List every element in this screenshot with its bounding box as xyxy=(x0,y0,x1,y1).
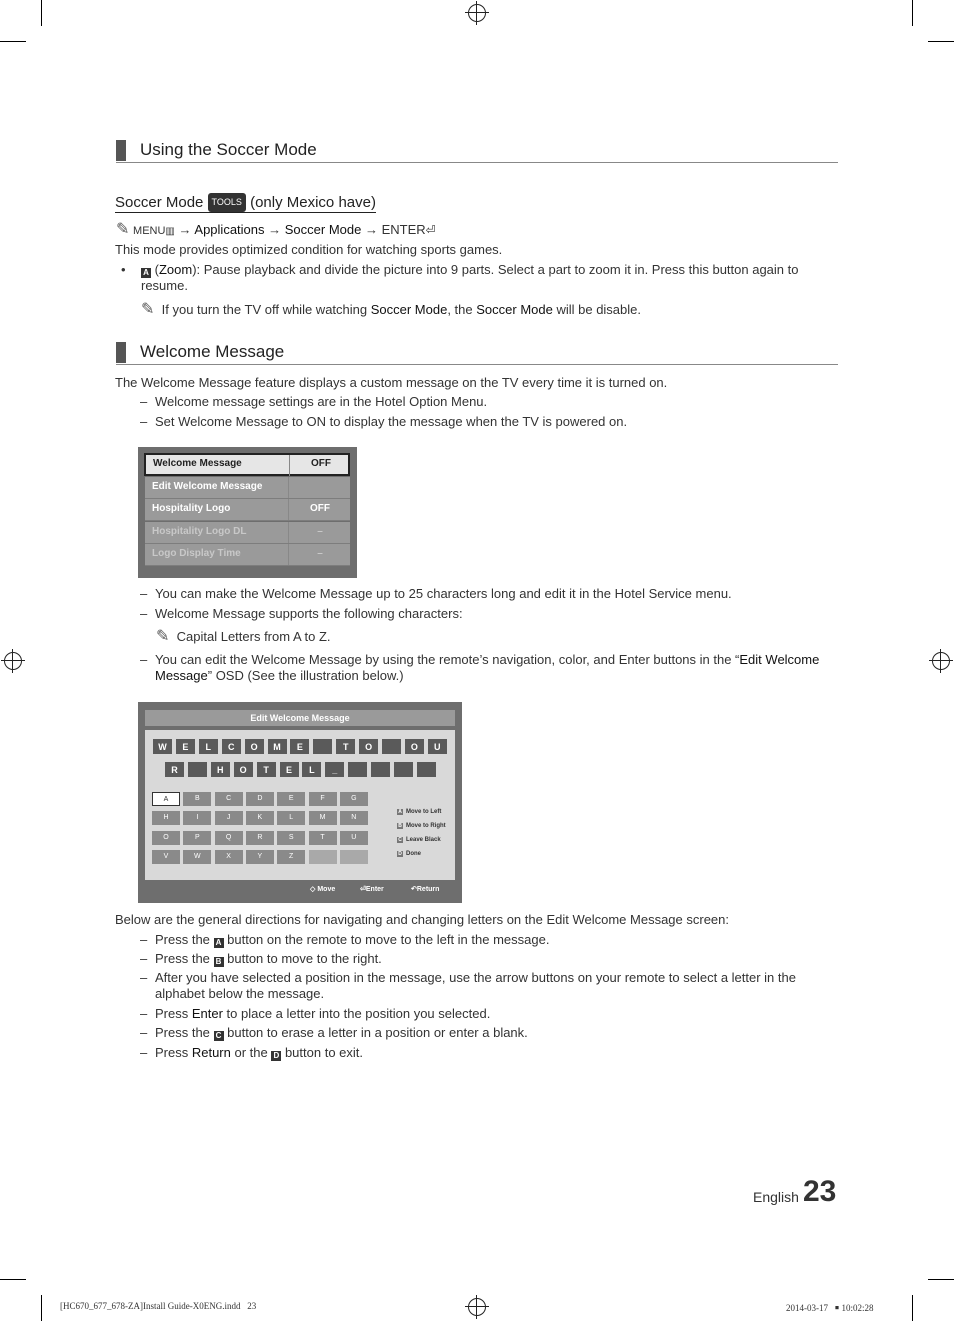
direction-bold: Return xyxy=(191,1045,231,1060)
registration-mark-icon xyxy=(932,652,950,670)
message-cell: T xyxy=(335,738,356,755)
c-button-icon: C xyxy=(214,1031,224,1041)
alphabet-key: C xyxy=(215,792,243,806)
crop-mark xyxy=(912,1295,913,1321)
welcome-dash1: Welcome message settings are in the Hotel Option Menu. xyxy=(155,394,488,409)
alphabet-key: Y xyxy=(246,850,274,864)
d-button-icon: D xyxy=(271,1051,281,1061)
paren: ( xyxy=(154,262,159,277)
message-cell: _ xyxy=(324,761,345,778)
alphabet-key xyxy=(309,850,337,864)
section-title: Using the Soccer Mode xyxy=(140,140,317,159)
alphabet-key: L xyxy=(277,811,305,825)
legend-item xyxy=(397,809,441,815)
alphabet-key: X xyxy=(215,850,243,864)
footer-enter xyxy=(360,885,384,893)
arrow: → xyxy=(364,222,378,237)
osd-separator xyxy=(288,544,289,565)
d-button-icon: D xyxy=(398,851,402,857)
osd-row-label: Welcome Message xyxy=(153,458,242,469)
footer-return xyxy=(411,885,439,893)
osd-separator xyxy=(288,499,289,520)
message-cell: L xyxy=(198,738,219,755)
direction-text: or the xyxy=(230,1045,272,1060)
direction-3: After you have selected a position in the message, use the arrow buttons on your remote to select a letter in the alphabet below the message. xyxy=(155,970,796,1001)
page-number: 23 xyxy=(803,1175,837,1208)
osd-separator xyxy=(289,455,290,476)
osd-row xyxy=(145,544,350,566)
legend-item xyxy=(397,837,441,843)
message-cell: C xyxy=(221,738,242,755)
c-button-icon: C xyxy=(398,837,402,843)
direction-text: button to exit. xyxy=(281,1045,364,1060)
osd-row xyxy=(145,522,350,544)
alphabet-key: D xyxy=(246,792,274,806)
note-pencil-icon: ✎ xyxy=(156,628,170,645)
subheading xyxy=(115,193,376,213)
message-cell: H xyxy=(210,761,231,778)
section-marker xyxy=(116,342,126,363)
enter-icon: ⏎ xyxy=(425,223,436,237)
message-cell: E xyxy=(289,738,310,755)
b-button-icon: B xyxy=(214,957,224,967)
alphabet-key: U xyxy=(340,831,368,845)
direction-2 xyxy=(155,951,382,967)
registration-mark-icon xyxy=(4,652,22,670)
alphabet-key: V xyxy=(152,850,180,864)
alphabet-key: F xyxy=(309,792,337,806)
alphabet-key: G xyxy=(340,792,368,806)
edit-welcome-screen xyxy=(138,702,462,903)
alphabet-key: J xyxy=(215,811,243,825)
direction-text: button to erase a letter in a position or enter a blank. xyxy=(223,1025,528,1040)
dash5-bold: Edit Welcome Message xyxy=(155,652,820,683)
direction-text: Press the xyxy=(155,932,214,947)
a-button-icon: A xyxy=(398,809,402,815)
section-divider xyxy=(116,162,838,163)
a-button-icon: A xyxy=(214,938,224,948)
alphabet-key: K xyxy=(246,811,274,825)
crop-mark xyxy=(928,41,954,42)
crop-mark xyxy=(41,1295,42,1321)
note-text: , the xyxy=(447,302,477,317)
hotel-menu-osd xyxy=(138,447,357,578)
osd-row xyxy=(145,477,350,499)
b-button-icon: B xyxy=(398,823,402,829)
message-cell: L xyxy=(301,761,322,778)
direction-text: button on the remote to move to the left in the message. xyxy=(223,932,550,947)
footer-move xyxy=(310,885,335,893)
crop-mark xyxy=(928,1279,954,1280)
message-cell: R xyxy=(164,761,185,778)
return-icon: ↶ xyxy=(411,886,417,893)
message-cell xyxy=(312,738,333,755)
footer-label: Enter xyxy=(365,886,384,893)
crop-mark xyxy=(912,0,913,26)
note-text: If you turn the TV off while watching xyxy=(161,302,371,317)
message-cell: O xyxy=(358,738,379,755)
message-cell xyxy=(381,738,402,755)
message-cell: U xyxy=(427,738,448,755)
direction-text: Press the xyxy=(155,1025,214,1040)
alphabet-key: Z xyxy=(277,850,305,864)
alphabet-key: R xyxy=(246,831,274,845)
soccer-note xyxy=(141,302,641,318)
note-bold: Soccer Mode xyxy=(476,302,553,317)
crop-mark xyxy=(41,0,42,26)
welcome-dash3: You can make the Welcome Message up to 25 characters long and edit it in the Hotel Service menu. xyxy=(155,586,732,601)
direction-6 xyxy=(155,1045,363,1061)
message-cell xyxy=(347,761,368,778)
a-button-icon: A xyxy=(141,268,151,278)
message-cell: M xyxy=(267,738,288,755)
alphabet-key: S xyxy=(277,831,305,845)
osd-row-value: – xyxy=(317,526,323,537)
note-pencil-icon: ✎ xyxy=(141,301,155,318)
note-bold: Soccer Mode xyxy=(370,302,448,317)
message-cell xyxy=(370,761,391,778)
edit-screen-title: Edit Welcome Message xyxy=(145,710,455,726)
alphabet-key: W xyxy=(183,850,211,864)
legend-item xyxy=(397,851,421,857)
legend-label: Move to Left xyxy=(406,809,442,815)
osd-row-label: Logo Display Time xyxy=(152,548,241,559)
message-cell xyxy=(416,761,437,778)
section-divider xyxy=(116,364,838,365)
directions-intro: Below are the general directions for navigating and changing letters on the Edit Welcome Message screen: xyxy=(115,912,730,927)
registration-mark-icon xyxy=(468,4,486,22)
legend-label: Done xyxy=(406,851,421,857)
alphabet-key: P xyxy=(183,831,211,845)
arrow: → xyxy=(268,222,282,237)
arrow: → xyxy=(178,222,192,237)
dash: – xyxy=(140,932,148,947)
alphabet-key: I xyxy=(183,811,211,825)
alphabet-key: M xyxy=(309,811,337,825)
zoom-label: Zoom xyxy=(158,262,193,277)
characters-note xyxy=(156,629,331,645)
menu-soccer-mode: Soccer Mode xyxy=(284,222,362,237)
dash: – xyxy=(140,394,148,409)
dash: – xyxy=(140,606,148,621)
alphabet-key: E xyxy=(277,792,305,806)
note-pencil-icon: ✎ xyxy=(116,221,130,238)
osd-row-label: Hospitality Logo DL xyxy=(152,526,247,537)
menu-label: MENU xyxy=(133,225,166,237)
osd-row-label: Hospitality Logo xyxy=(152,503,231,514)
osd-separator xyxy=(288,522,289,543)
menu-applications: Applications xyxy=(194,222,265,237)
direction-5 xyxy=(155,1025,528,1041)
menu-grid-icon: ▥ xyxy=(165,226,175,237)
welcome-dash2: Set Welcome Message to ON to display the message when the TV is powered on. xyxy=(155,414,628,429)
alphabet-key: A xyxy=(152,792,180,806)
menu-enter: ENTER xyxy=(381,222,426,237)
message-cell: W xyxy=(152,738,173,755)
osd-row-value: – xyxy=(317,548,323,559)
legend-label: Leave Black xyxy=(406,837,441,843)
menu-path xyxy=(116,222,436,240)
direction-bold: Enter xyxy=(191,1006,223,1021)
direction-text: Press xyxy=(155,1045,192,1060)
subheading-prefix: Soccer Mode xyxy=(115,194,204,211)
legend-label: Move to Right xyxy=(406,823,446,829)
welcome-dash4: Welcome Message supports the following characters: xyxy=(155,606,463,621)
dash: – xyxy=(140,1025,148,1040)
bullet-marker: • xyxy=(121,262,126,277)
footer-label: Return xyxy=(416,886,440,893)
alphabet-key: H xyxy=(152,811,180,825)
zoom-text: ): Pause playback and divide the picture into 9 parts. Select a part to zoom it in. Press this button again to resume. xyxy=(141,262,799,293)
direction-1 xyxy=(155,932,549,948)
enter-icon: ⏎ xyxy=(360,886,366,893)
subheading-suffix: (only Mexico have) xyxy=(250,194,376,211)
direction-text: to place a letter into the position you selected. xyxy=(222,1006,491,1021)
message-cell: O xyxy=(244,738,265,755)
section-title: Welcome Message xyxy=(140,342,285,361)
direction-text: button to move to the right. xyxy=(223,951,382,966)
alphabet-key: O xyxy=(152,831,180,845)
zoom-bullet xyxy=(141,262,821,294)
dash: – xyxy=(140,1006,148,1021)
dash: – xyxy=(140,1045,148,1060)
dash5-text: You can edit the Welcome Message by using the remote’s navigation, color, and Enter buttons in the “ xyxy=(155,652,740,667)
soccer-description: This mode provides optimized condition for watching sports games. xyxy=(115,242,503,257)
legend-item xyxy=(397,823,446,829)
dash: – xyxy=(140,951,148,966)
message-cell: O xyxy=(233,761,254,778)
alphabet-key: T xyxy=(309,831,337,845)
note-text: Capital Letters from A to Z. xyxy=(176,629,331,644)
date-info: 2014-03-17 ￭ 10:02:28 xyxy=(786,1303,874,1313)
note-text: will be disable. xyxy=(552,302,641,317)
dash5-text: ” OSD (See the illustration below.) xyxy=(207,668,404,683)
osd-row xyxy=(144,453,350,476)
dash: – xyxy=(140,970,148,985)
alphabet-key: Q xyxy=(215,831,243,845)
osd-row-label: Edit Welcome Message xyxy=(152,481,263,492)
osd-row-value: OFF xyxy=(310,503,330,514)
edit-screen-body xyxy=(145,730,455,880)
welcome-dash5 xyxy=(155,652,835,684)
message-cell xyxy=(187,761,208,778)
message-cell xyxy=(393,761,414,778)
message-cell: O xyxy=(404,738,425,755)
section-marker xyxy=(116,140,126,161)
alphabet-key: B xyxy=(183,792,211,806)
registration-mark-icon xyxy=(468,1298,486,1316)
message-cell: E xyxy=(279,761,300,778)
osd-separator xyxy=(288,477,289,498)
direction-text: Press the xyxy=(155,951,214,966)
welcome-intro: The Welcome Message feature displays a custom message on the TV every time it is turned on. xyxy=(115,375,668,390)
dash: – xyxy=(140,586,148,601)
move-icon: ◇ xyxy=(310,886,316,893)
osd-row-value: OFF xyxy=(311,458,331,469)
dash: – xyxy=(140,414,148,429)
crop-mark xyxy=(0,1279,26,1280)
footer-label: Move xyxy=(317,886,336,893)
message-cell: E xyxy=(175,738,196,755)
message-cell: T xyxy=(256,761,277,778)
alphabet-key: N xyxy=(340,811,368,825)
dash: – xyxy=(140,652,148,667)
alphabet-key xyxy=(340,850,368,864)
file-info: [HC670_677_678-ZA]Install Guide-X0ENG.indd 23 xyxy=(60,1301,257,1311)
footer-language: English xyxy=(753,1189,799,1205)
direction-text: Press xyxy=(155,1006,192,1021)
tools-icon: TOOLS xyxy=(208,193,246,212)
direction-4 xyxy=(155,1006,490,1022)
crop-mark xyxy=(0,41,26,42)
osd-row xyxy=(145,499,350,521)
